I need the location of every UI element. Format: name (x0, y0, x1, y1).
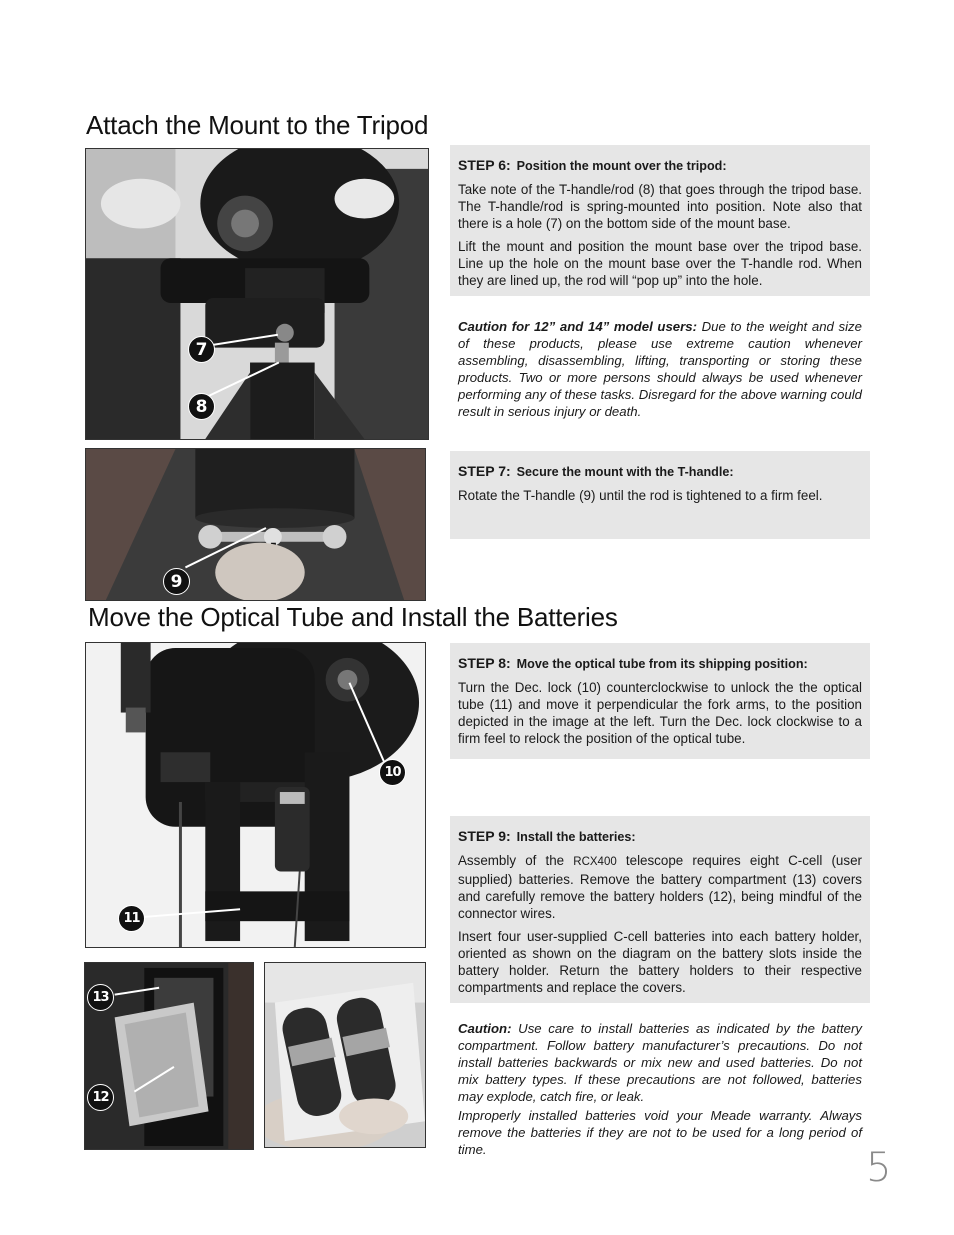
step-9-paragraph-2: Insert four user-supplied C-cell batteries into each battery holder, oriented as shown on the diagram on the battery slots inside the battery holder. Return the battery holders to their respective compartments and replace the covers. (458, 929, 862, 995)
step-6-paragraph-2: Lift the mount and position the mount base over the tripod base. Line up the hole on the mount base over the T-handle rod. When they are lined up, the rod will “pop up” into the hole. (458, 239, 862, 288)
callout-11: 11 (118, 905, 145, 932)
step-8-label: STEP 8: (458, 655, 511, 671)
step-6-subtitle: Position the mount over the tripod: (516, 159, 727, 173)
caution-heavy-models-label: Caution for 12” and 14” model users: (458, 319, 697, 334)
callout-9: 9 (163, 568, 190, 595)
caution-batteries-text: Use care to install batteries as indicated by the battery compartment. Follow battery manufacturer’s precautions. Do not install batteries backwards or mix new and used batteries. Do not mix battery types. If these precautions are not followed, batteries may explode, catch fire, or leak. (458, 1021, 862, 1104)
caution-batteries (458, 1020, 862, 1105)
step-8-paragraph-1: Turn the Dec. lock (10) counterclockwise to unlock the the optical tube (11) and move it perpendicular the fork arms, to the position depicted in the image at the left. Turn the Dec. lock clockwise to a firm feel to relock the position of the optical tube. (458, 680, 862, 746)
caution-heavy-models (458, 318, 862, 420)
step-7-paragraph-1: Rotate the T-handle (9) until the rod is tightened to a firm feel. (458, 488, 823, 503)
model-name: RCX400 (573, 856, 617, 868)
step-9-box (450, 816, 870, 1003)
caution-batteries-label: Caution: (458, 1021, 512, 1036)
photo-t-handle (85, 448, 426, 601)
step-7-subtitle: Secure the mount with the T-handle: (516, 465, 734, 479)
step-7-label: STEP 7: (458, 463, 511, 479)
step-9-heading (458, 828, 862, 844)
callout-13: 13 (87, 984, 114, 1011)
caution-warranty: Improperly installed batteries void your Meade warranty. Always remove the batteries if they are not to be used for a long period of time. (458, 1108, 862, 1157)
step-9-label: STEP 9: (458, 828, 511, 844)
callout-7: 7 (188, 336, 215, 363)
step-9-paragraph-1 (458, 852, 862, 922)
section-title-optical-tube: Move the Optical Tube and Install the Batteries (88, 602, 618, 632)
page-number: 5 (866, 1145, 892, 1191)
step-6-box (450, 145, 870, 296)
step-8-subtitle: Move the optical tube from its shipping position: (516, 657, 808, 671)
step-9-paragraph-1-end: telescope requires eight C-cell (user supplied) batteries. Remove the battery compartment (13) covers and carefully remove the battery holders (12), being mindful of the connector wires. (458, 853, 862, 921)
step-7-box (450, 451, 870, 539)
photo-batteries-in-holder (264, 962, 426, 1148)
photo-mount-over-tripod (85, 148, 429, 440)
step-8-box (450, 643, 870, 759)
step-6-heading (458, 157, 862, 173)
callout-8: 8 (188, 393, 215, 420)
step-6-label: STEP 6: (458, 157, 511, 173)
step-9-paragraph-1-start: Assembly of the (458, 853, 574, 868)
step-6-paragraph-1: Take note of the T-handle/rod (8) that goes through the tripod base. The T-handle/rod is spring-mounted into position. Note also that there is a hole (7) on the bottom side of the mount base. (458, 182, 862, 231)
step-7-heading (458, 463, 862, 479)
callout-10: 10 (379, 759, 406, 786)
step-8-heading (458, 655, 862, 671)
callout-12: 12 (87, 1084, 114, 1111)
photo-telescope-optical-tube (85, 642, 426, 948)
step-9-subtitle: Install the batteries: (516, 830, 636, 844)
section-title-mount: Attach the Mount to the Tripod (86, 110, 429, 140)
caution-heavy-models-text: Due to the weight and size of these products, please use extreme caution whenever assembling, disassembling, lifting, transporting or storing these products. Two or more persons should always be used whenever performing any of these tasks. Disregard for the above warning could result in serious injury or death. (458, 319, 862, 419)
